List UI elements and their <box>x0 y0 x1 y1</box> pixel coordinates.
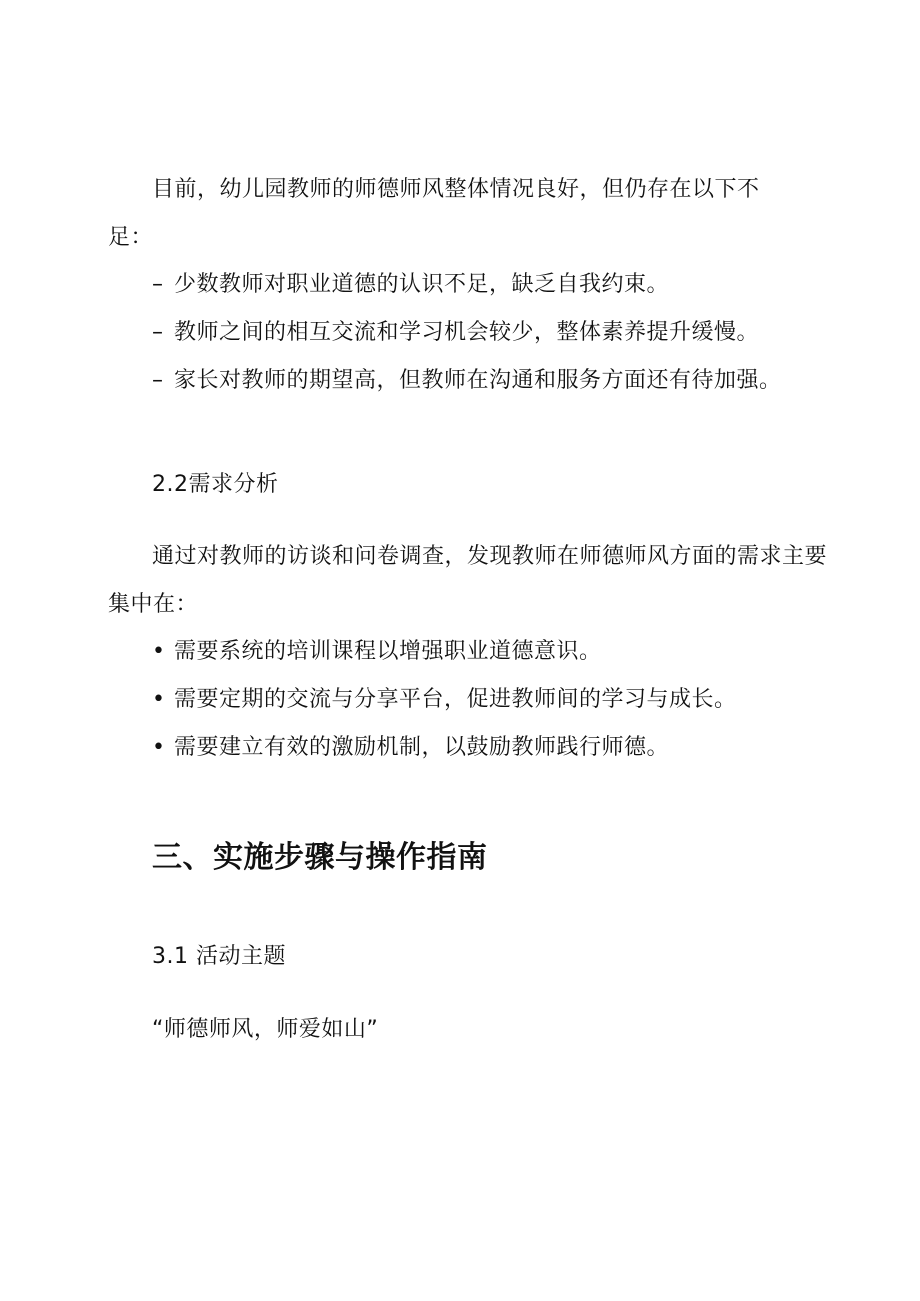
needs-intro-line-1: 通过对教师的访谈和问卷调查，发现教师在师德师风方面的需求主要 <box>152 544 828 569</box>
intro-line-2: 足： <box>108 225 154 250</box>
bullet-marker: • <box>152 687 166 712</box>
shortcoming-item <box>152 366 782 396</box>
shortcoming-item <box>152 318 759 348</box>
needs-heading: 2.2需求分析 <box>152 472 279 497</box>
needs-text: 需要系统的培训课程以增强职业道德意识。 <box>174 639 602 664</box>
shortcoming-text: 教师之间的相互交流和学习机会较少，整体素养提升缓慢。 <box>174 320 760 345</box>
dash-marker: – <box>152 320 164 345</box>
shortcoming-text: 少数教师对职业道德的认识不足，缺乏自我约束。 <box>174 272 670 297</box>
theme-text: “师德师风，师爱如山” <box>152 1017 379 1042</box>
theme-heading: 3.1 活动主题 <box>152 944 286 969</box>
needs-item <box>152 685 737 715</box>
bullet-marker: • <box>152 735 166 760</box>
needs-intro-line-2: 集中在： <box>108 592 199 617</box>
section-3-heading: 三、实施步骤与操作指南 <box>152 840 488 875</box>
dash-marker: – <box>152 272 164 297</box>
dash-marker: – <box>152 368 164 393</box>
intro-line-1: 目前，幼儿园教师的师德师风整体情况良好，但仍存在以下不 <box>152 177 760 202</box>
needs-text: 需要建立有效的激励机制，以鼓励教师践行师德。 <box>174 735 670 760</box>
shortcoming-item <box>152 270 669 300</box>
needs-item <box>152 637 602 667</box>
needs-item <box>152 733 669 763</box>
shortcoming-text: 家长对教师的期望高，但教师在沟通和服务方面还有待加强。 <box>174 368 782 393</box>
needs-text: 需要定期的交流与分享平台，促进教师间的学习与成长。 <box>174 687 737 712</box>
bullet-marker: • <box>152 639 166 664</box>
